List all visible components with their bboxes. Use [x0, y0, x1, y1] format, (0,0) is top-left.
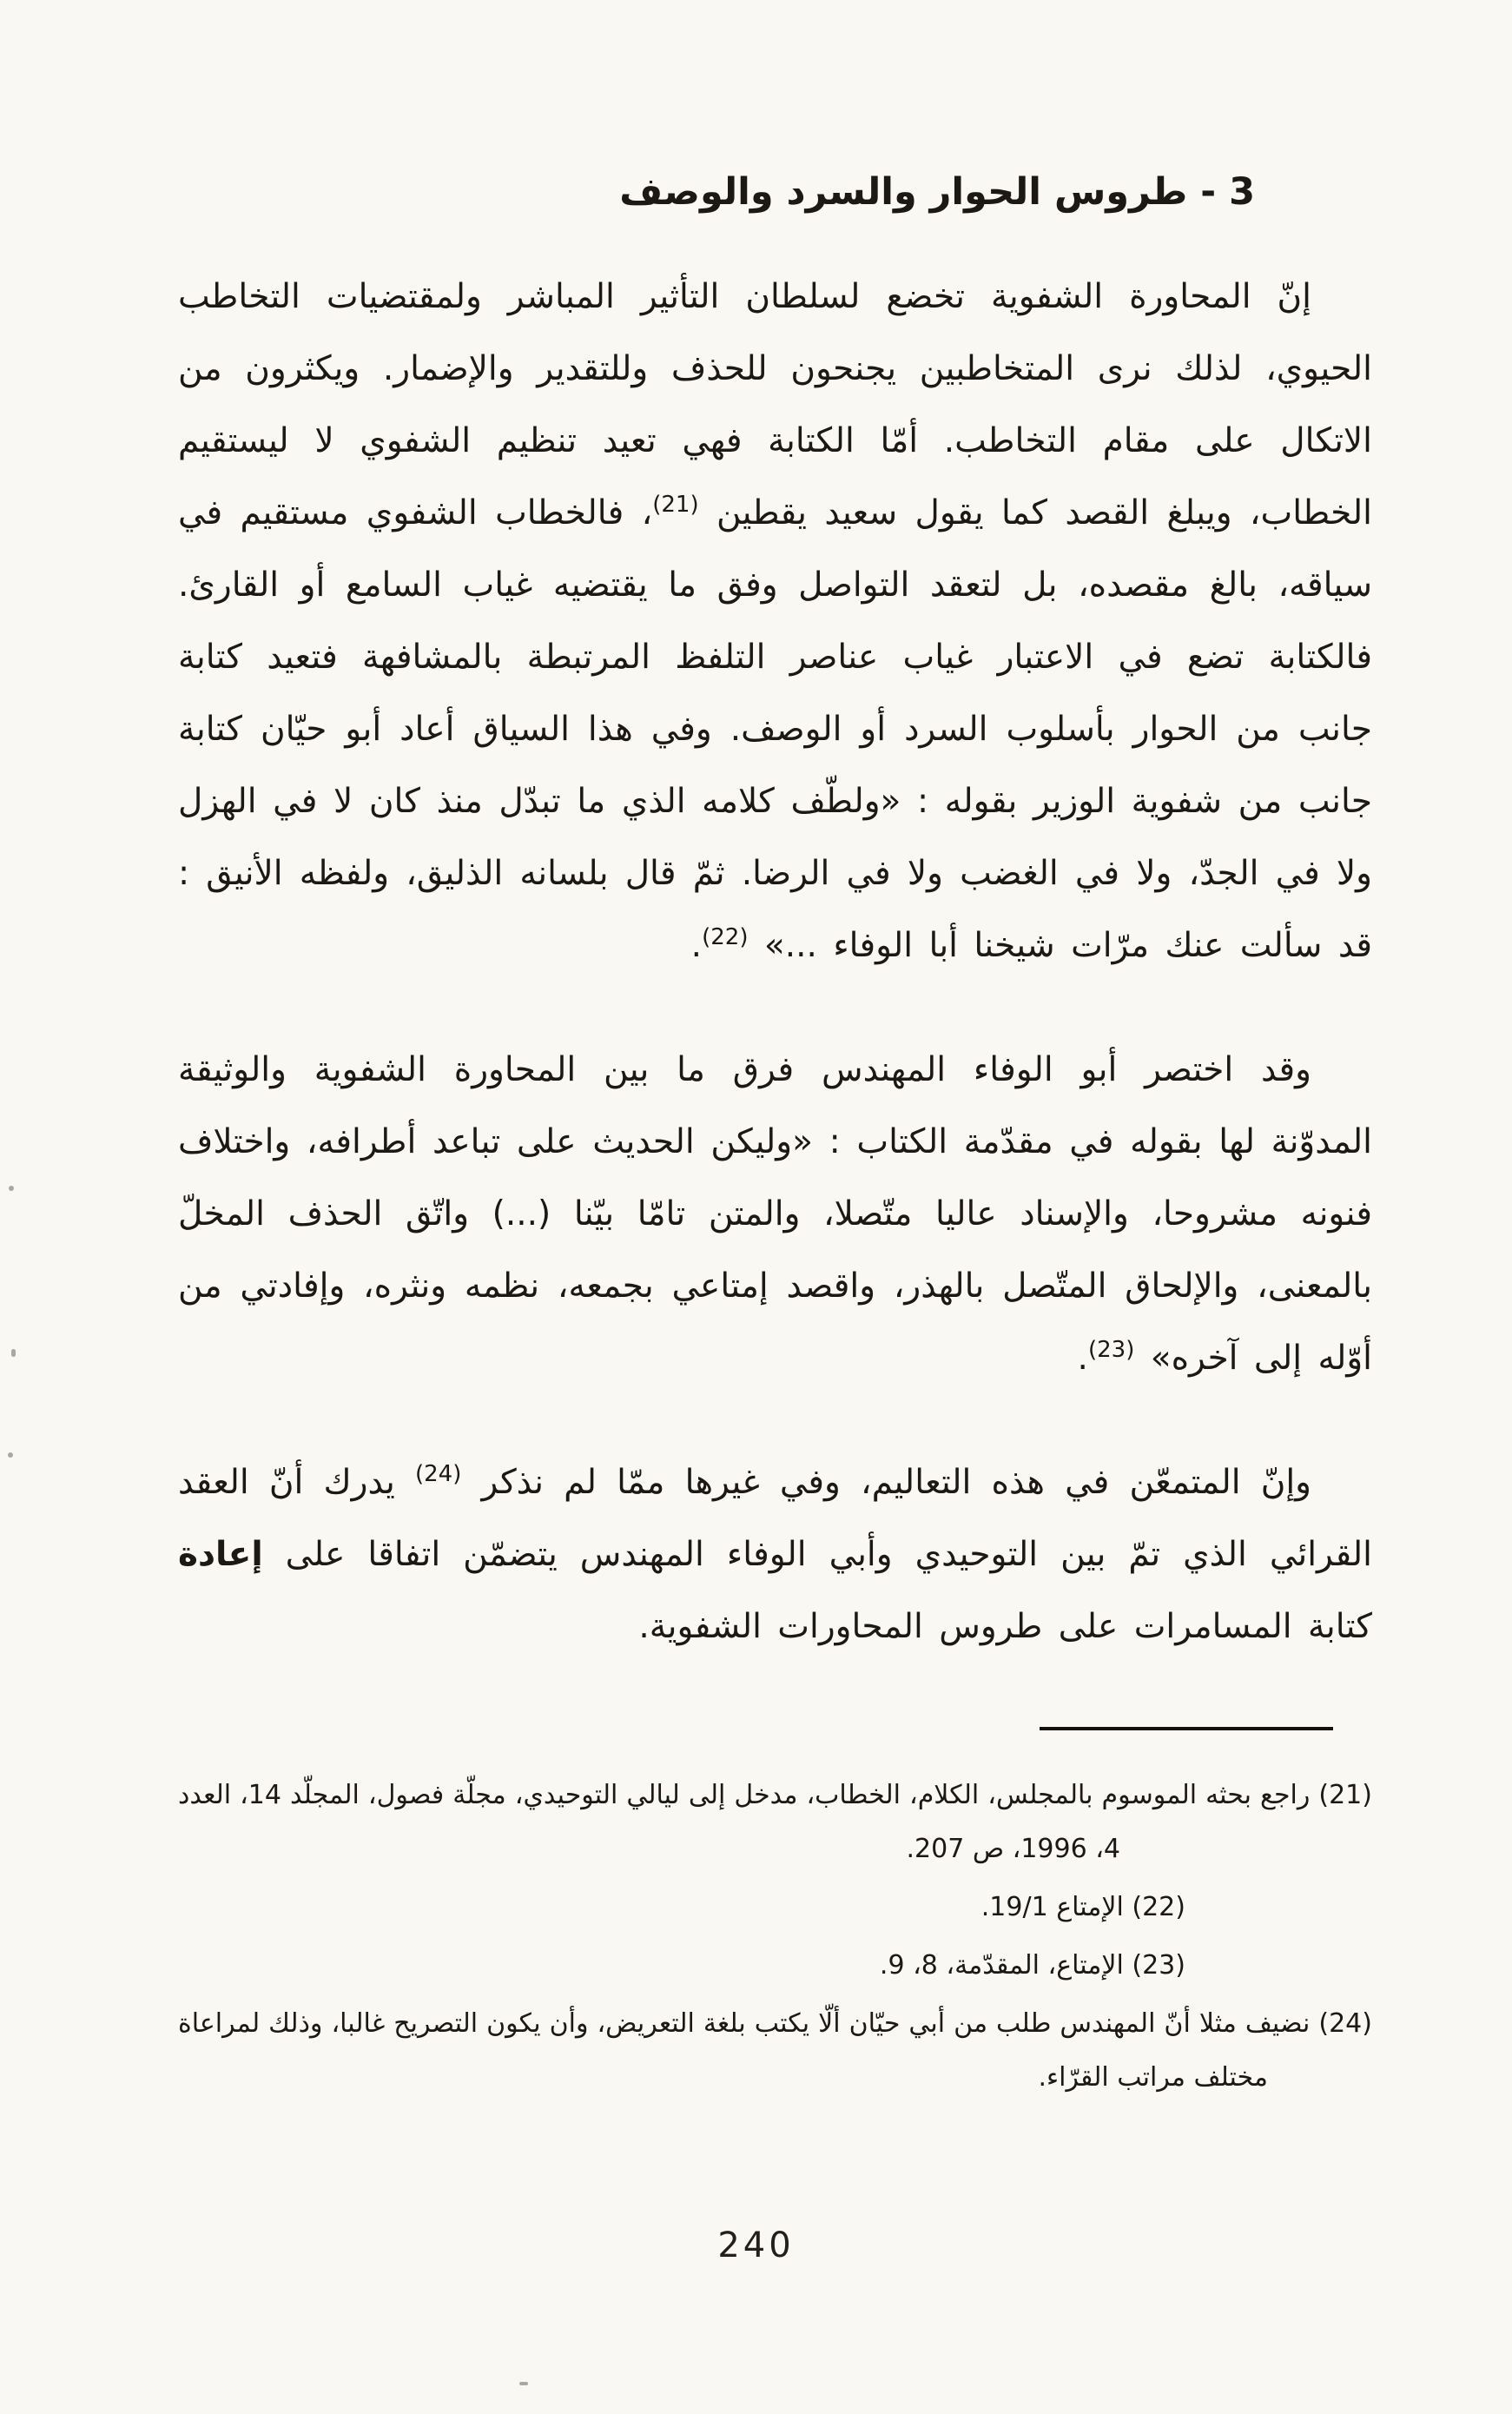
paragraph-3-emphasis: إعادة [178, 1535, 263, 1574]
footnote-22-text: الإمتاع 19/1. [980, 1892, 1124, 1922]
paragraph-3-text: كتابة المسامرات على طروس المحاورات الشفوية. [638, 1607, 1372, 1646]
scan-artifact [9, 1186, 14, 1191]
scan-artifact [519, 2382, 528, 2385]
footnote-21 [178, 1769, 1372, 1876]
footnote-24 [178, 1997, 1372, 2105]
scan-artifact [11, 1349, 16, 1357]
footnote-separator-rule [1040, 1727, 1333, 1730]
footnote-ref-23: (23) [1087, 1337, 1135, 1363]
paragraph-1 [178, 261, 1372, 982]
section-heading: 3 - طروس الحوار والسرد والوصف [619, 170, 1255, 214]
paragraph-1-text: إنّ المحاورة الشفوية تخضع لسلطان التأثير المباشر ولمقتضيات التخاطب الحيوي، لذلك نرى المتخاطبين يجنحون للحذف وللتقدير والإضمار. ويكثرون من الاتكال على مقام التخاطب. أمّا الكتابة فهي تعيد تنظيم الشفوي لا ليستقيم الخطاب، ويبلغ القصد كما يقول سعيد يقطين [178, 277, 1372, 532]
paragraph-2-text: وقد اختصر أبو الوفاء المهندس فرق ما بين المحاورة الشفوية والوثيقة المدوّنة لها بقوله في مقدّمة الكتاب : «وليكن الحديث على تباعد أطرافه، واختلاف فنونه مشروحا، والإسناد عاليا متّصلا، والمتن تامّا بيّنا (...) واتّق الحذف المخلّ بالمعنى، والإلحاق المتّصل بالهذر، واقصد إمتاعي بجمعه، نظمه ونثره، وإفادتي من أوّله إلى آخره» [178, 1050, 1372, 1378]
paragraph-3-text: وإنّ المتمعّن في هذه التعاليم، وفي غيرها ممّا لم نذكر [461, 1463, 1312, 1502]
footnotes-section [178, 1769, 1372, 2105]
footnote-22 [178, 1881, 1185, 1935]
scan-artifact [8, 1452, 13, 1458]
paragraph-2 [178, 1034, 1372, 1394]
footnote-23 [178, 1939, 1185, 1993]
footnote-23-number: (23) [1132, 1950, 1185, 1981]
footnote-ref-22: (22) [702, 924, 749, 950]
paragraph-3 [178, 1446, 1372, 1663]
page-number: 240 [717, 2226, 795, 2265]
footnote-24-text: نضيف مثلا أنّ المهندس طلب من أبي حيّان ألّا يكتب بلغة التعريض، وأن يكون التصريح غالبا، وذلك لمراعاة مختلف مراتب القرّاء. [178, 2008, 1311, 2093]
paragraph-1-text: . [690, 926, 703, 965]
paragraph-2-text: . [1077, 1339, 1088, 1378]
footnote-21-number: (21) [1318, 1780, 1372, 1810]
footnote-21-text: راجع بحثه الموسوم بالمجلس، الكلام، الخطاب، مدخل إلى ليالي التوحيدي، مجلّة فصول، المجلّد 14، العدد 4، 1996، ص 207. [178, 1780, 1311, 1864]
footnote-ref-21: (21) [652, 492, 699, 518]
footnote-22-number: (22) [1132, 1892, 1185, 1922]
paragraph-1-text: ، فالخطاب الشفوي مستقيم في سياقه، بالغ مقصده، بل لتعقد التواصل وفق ما يقتضيه غياب السامع أو القارئ. فالكتابة تضع في الاعتبار غياب عناصر التلفظ المرتبطة بالمشافهة فتعيد كتابة جانب من الحوار بأسلوب السرد أو الوصف. وفي هذا السياق أعاد أبو حيّان كتابة جانب من شفوية الوزير بقوله : «ولطّف كلامه الذي ما تبدّل منذ كان لا في الهزل ولا في الجدّ، ولا في الغضب ولا في الرضا. ثمّ قال بلسانه الذليق، ولفظه الأنيق : قد سألت عنك مرّات شيخنا أبا الوفاء ...» [178, 493, 1372, 965]
footnote-ref-24: (24) [414, 1461, 462, 1487]
paragraph-3-text: يدرك أنّ العقد القرائي الذي تمّ بين التوحيدي وأبي الوفاء المهندس يتضمّن اتفاقا على [178, 1463, 1372, 1574]
footnote-23-text: الإمتاع، المقدّمة، 8، 9. [879, 1950, 1124, 1981]
footnote-24-number: (24) [1318, 2008, 1372, 2039]
